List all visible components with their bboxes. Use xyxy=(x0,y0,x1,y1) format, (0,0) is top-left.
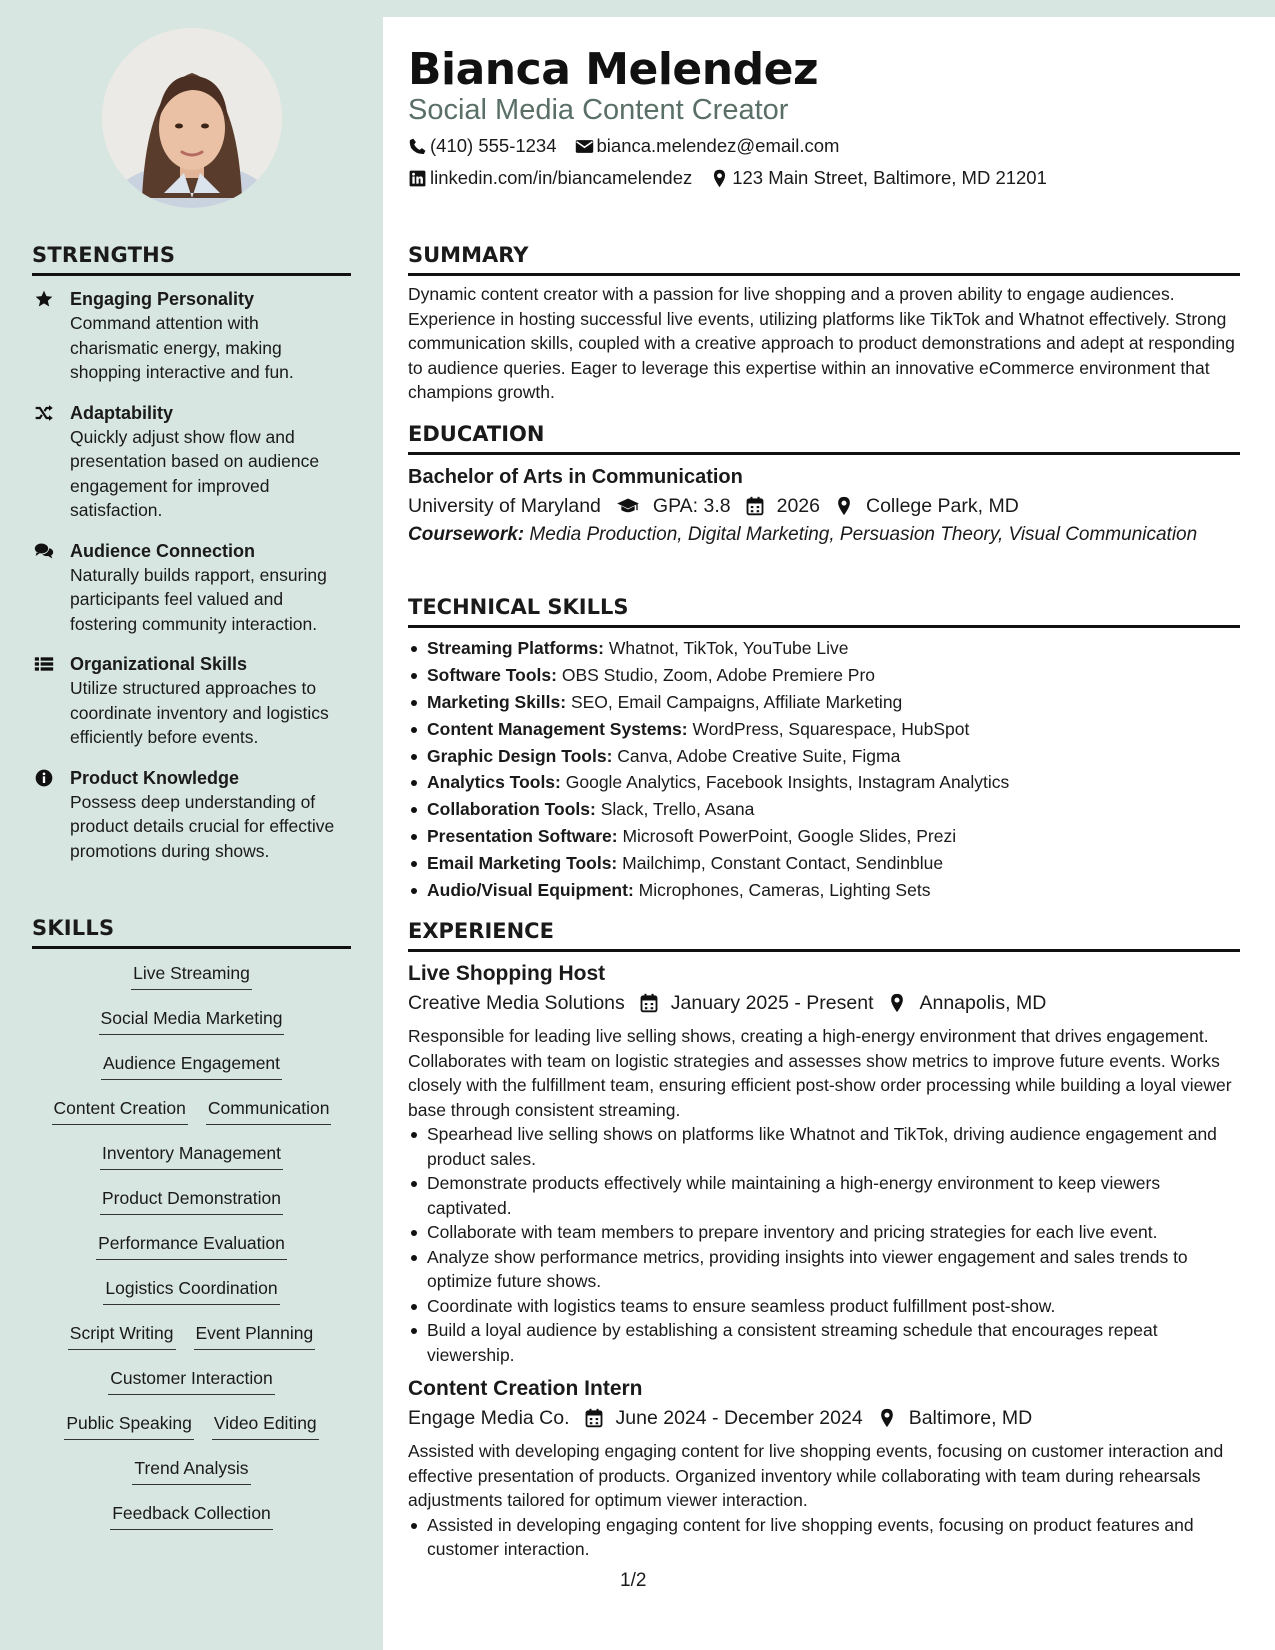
list-item: Collaboration Tools: Slack, Trello, Asana xyxy=(408,797,1240,822)
job-dates: January 2025 - Present xyxy=(639,988,874,1018)
main-content xyxy=(383,17,1275,1650)
list-item: Audio/Visual Equipment: Microphones, Cameras, Lighting Sets xyxy=(408,878,1240,903)
skill-tag: Public Speaking xyxy=(64,1410,194,1440)
strength-item xyxy=(32,652,352,750)
list-item: Demonstrate products effectively while maintaining a high-energy environment to keep viewers captivated. xyxy=(408,1171,1240,1220)
job-location: Baltimore, MD xyxy=(877,1403,1033,1433)
strength-item xyxy=(32,766,352,864)
list-item: Assisted in developing engaging content for live shopping events, focusing on product features and customer interaction. xyxy=(408,1513,1240,1562)
profile-photo xyxy=(102,28,282,208)
skill-tag: Script Writing xyxy=(68,1320,176,1350)
list-item: Software Tools: OBS Studio, Zoom, Adobe Premiere Pro xyxy=(408,663,1240,688)
strengths-heading: STRENGTHS xyxy=(32,243,351,276)
education-section xyxy=(408,422,1240,547)
coursework-list: Media Production, Digital Marketing, Persuasion Theory, Visual Communication xyxy=(524,524,1198,545)
strength-title: Product Knowledge xyxy=(70,767,240,788)
linkedin-link[interactable]: linkedin.com/in/biancamelendez xyxy=(430,167,693,188)
star-icon xyxy=(32,287,70,385)
job-bullets xyxy=(408,1122,1240,1367)
school-name: University of Maryland xyxy=(408,495,601,517)
strength-description: Possess deep understanding of product details crucial for effective promotions during shows. xyxy=(70,791,335,861)
degree-title: Bachelor of Arts in Communication xyxy=(408,466,743,488)
strength-title: Engaging Personality xyxy=(70,289,255,309)
job-bullets xyxy=(408,1513,1240,1562)
page-number: 1/2 xyxy=(620,1570,647,1591)
technical-skills-list xyxy=(408,636,1240,903)
summary-section xyxy=(408,243,1240,405)
contact-row xyxy=(408,135,857,157)
phone-text: (410) 555-1234 xyxy=(430,135,557,156)
strength-description: Utilize structured approaches to coordinate inventory and logistics efficiently before events. xyxy=(70,678,329,747)
email-link[interactable]: bianca.melendez@email.com xyxy=(596,135,840,156)
strength-description: Quickly adjust show flow and presentation based on audience engagement for improved satisfaction. xyxy=(70,426,320,520)
summary-text: Dynamic content creator with a passion for live shopping and a proven ability to engage audiences. Experience in hosting successful live events, utilizing platforms like TikTok and Whatnot effectively. Strong communication skills, coupled with a creative approach to product demonstrations and adept at responding to audience queries. Eager to leverage this expertise within an innovative eCommerce environment that champions growth. xyxy=(408,284,1235,402)
list-item: Presentation Software: Microsoft PowerPoint, Google Slides, Prezi xyxy=(408,824,1240,849)
skill-tag: Video Editing xyxy=(212,1410,319,1440)
skill-tag: Social Media Marketing xyxy=(99,1005,285,1035)
candidate-name: Bianca Melendez xyxy=(408,44,819,95)
list-item: Analytics Tools: Google Analytics, Facebook Insights, Instagram Analytics xyxy=(408,770,1240,795)
skills-heading: SKILLS xyxy=(32,916,351,949)
location-pin-icon xyxy=(710,169,729,188)
candidate-title: Social Media Content Creator xyxy=(408,94,789,126)
skill-tag: Live Streaming xyxy=(131,960,252,990)
strength-item xyxy=(32,287,352,385)
list-icon xyxy=(32,652,70,750)
list-item: Analyze show performance metrics, providing insights into viewer engagement and sales trends to optimize future shows. xyxy=(408,1245,1240,1294)
job-title: Live Shopping Host xyxy=(408,962,606,985)
strength-title: Adaptability xyxy=(70,402,174,423)
job-summary: Responsible for leading live selling shows, creating a high-energy environment that drives engagement. Collaborates with team on logistic strategies and assesses show metrics to improve future events. Works closely with the fulfillment team, ensuring efficient post-show order processing while building a loyal viewer base through consistent streaming. xyxy=(408,1026,1232,1120)
company-name: Creative Media Solutions xyxy=(408,992,625,1014)
strength-title: Organizational Skills xyxy=(70,654,248,674)
job-summary: Assisted with developing engaging content for live shopping events, focusing on customer interaction and effective presentation of products. Organized inventory while collaborating with team during rehearsals adjustments tailored for optimum viewer interaction. xyxy=(408,1441,1224,1510)
coursework-label: Coursework: xyxy=(408,524,525,545)
skills-list xyxy=(32,960,351,1545)
list-item: Collaborate with team members to prepare inventory and pricing strategies for each live event. xyxy=(408,1220,1240,1245)
strength-description: Naturally builds rapport, ensuring participants feel valued and fostering community interaction. xyxy=(70,564,327,634)
shuffle-icon xyxy=(32,401,70,523)
list-item: Marketing Skills: SEO, Email Campaigns, Affiliate Marketing xyxy=(408,690,1240,715)
skill-tag: Content Creation xyxy=(52,1095,188,1125)
skill-tag: Event Planning xyxy=(194,1320,316,1350)
gpa-item: GPA: 3.8 xyxy=(615,491,731,521)
list-item: Streaming Platforms: Whatnot, TikTok, YouTube Live xyxy=(408,636,1240,661)
list-item: Email Marketing Tools: Mailchimp, Constant Contact, Sendinblue xyxy=(408,851,1240,876)
skill-tag: Product Demonstration xyxy=(100,1185,283,1215)
linkedin-icon xyxy=(408,169,427,188)
list-item: Spearhead live selling shows on platforms like Whatnot and TikTok, driving audience engagement and product sales. xyxy=(408,1122,1240,1171)
job-dates: June 2024 - December 2024 xyxy=(584,1403,863,1433)
coursework xyxy=(408,523,1240,547)
skill-tag: Audience Engagement xyxy=(101,1050,282,1080)
location-pin-icon xyxy=(877,1408,897,1428)
calendar-icon xyxy=(584,1408,604,1428)
strength-item xyxy=(32,401,352,523)
skill-tag: Inventory Management xyxy=(100,1140,283,1170)
strength-item xyxy=(32,539,352,637)
calendar-icon xyxy=(639,993,659,1013)
education-location: College Park, MD xyxy=(834,491,1019,521)
job-entry xyxy=(408,1375,1240,1562)
envelope-icon xyxy=(575,137,594,156)
job-location: Annapolis, MD xyxy=(887,988,1046,1018)
address-contact xyxy=(710,167,1047,189)
skill-tag: Customer Interaction xyxy=(108,1365,274,1395)
experience-heading: EXPERIENCE xyxy=(408,919,1240,952)
company-name: Engage Media Co. xyxy=(408,1407,570,1429)
skill-tag: Communication xyxy=(206,1095,332,1125)
info-icon xyxy=(32,766,70,864)
phone-icon xyxy=(408,137,427,156)
job-entry xyxy=(408,960,1240,1367)
strength-description: Command attention with charismatic energy, making shopping interactive and fun. xyxy=(70,313,294,382)
strength-title: Audience Connection xyxy=(70,540,256,561)
technical-skills-section xyxy=(408,595,1240,905)
graduation-cap-icon xyxy=(615,496,641,516)
linkedin-contact[interactable] xyxy=(408,167,692,189)
calendar-icon xyxy=(745,496,765,516)
sidebar xyxy=(0,0,383,1650)
education-meta xyxy=(408,491,1240,521)
skill-tag: Logistics Coordination xyxy=(103,1275,279,1305)
skill-tag: Trend Analysis xyxy=(132,1455,250,1485)
experience-section xyxy=(408,919,1240,1562)
location-pin-icon xyxy=(834,496,854,516)
strengths-list xyxy=(32,287,352,879)
technical-skills-heading: TECHNICAL SKILLS xyxy=(408,595,1240,628)
education-heading: EDUCATION xyxy=(408,422,1240,455)
email-contact[interactable] xyxy=(575,135,840,157)
job-meta xyxy=(408,988,1240,1018)
summary-heading: SUMMARY xyxy=(408,243,1240,276)
address-text: 123 Main Street, Baltimore, MD 21201 xyxy=(732,167,1047,188)
skill-tag: Feedback Collection xyxy=(110,1500,273,1530)
comments-icon xyxy=(32,539,70,637)
list-item: Graphic Design Tools: Canva, Adobe Creative Suite, Figma xyxy=(408,744,1240,769)
phone-contact xyxy=(408,135,557,157)
skill-tag: Performance Evaluation xyxy=(96,1230,287,1260)
list-item: Coordinate with logistics teams to ensure seamless product fulfillment post-show. xyxy=(408,1294,1240,1319)
job-title: Content Creation Intern xyxy=(408,1377,643,1400)
location-pin-icon xyxy=(887,993,907,1013)
list-item: Build a loyal audience by establishing a consistent streaming schedule that encourages repeat viewership. xyxy=(408,1318,1240,1367)
graduation-year: 2026 xyxy=(745,491,820,521)
contact-row xyxy=(408,167,1065,189)
job-meta xyxy=(408,1403,1240,1433)
list-item: Content Management Systems: WordPress, Squarespace, HubSpot xyxy=(408,717,1240,742)
